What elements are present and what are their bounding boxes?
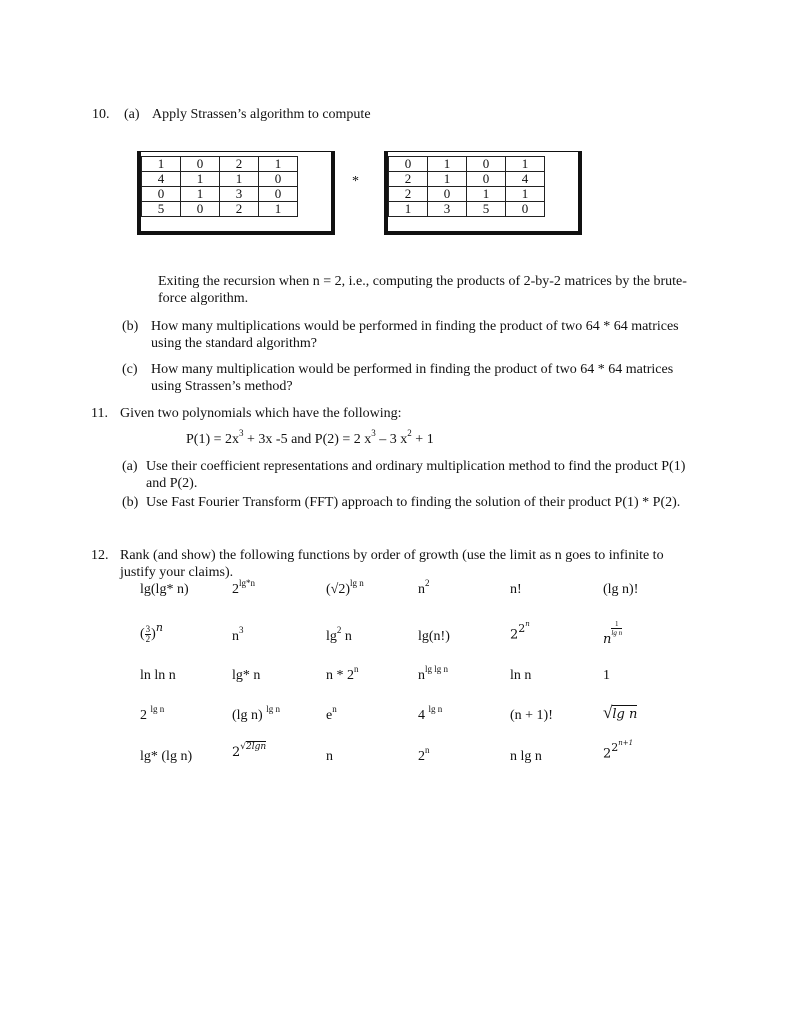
matrix-b-row — [389, 187, 545, 202]
matrix-b-row — [389, 202, 545, 217]
func-2-pow-2-pow-n-plus-1: $2^{2^{n+1}}$ — [603, 739, 634, 762]
matrix-a-cell: 0 — [181, 202, 220, 217]
q10-part-c-text: How many multiplication would be performed in finding the product of two 64 * 64 matrices using Strassen’s method? — [151, 362, 674, 394]
multiply-operator: * — [352, 174, 359, 189]
matrix-b-cell: 2 — [389, 187, 428, 202]
func-n: n — [326, 749, 333, 764]
q11-part-a-label: (a) — [122, 459, 138, 474]
q10-part-a-text: Apply Strassen’s algorithm to compute — [152, 107, 371, 122]
func-2-pow-sqrt-2lgn: $2^{√2lgn}$ — [232, 742, 267, 760]
matrix-b-cell: 1 — [428, 157, 467, 172]
q10-part-b-label: (b) — [122, 319, 139, 334]
func-n-plus-1-factorial: (n + 1)! — [510, 708, 553, 723]
matrix-a-row — [142, 172, 298, 187]
func-n-times-2-pow-n: n * 2$^n$ — [326, 664, 359, 683]
matrix-a-cell: 1 — [259, 157, 298, 172]
matrix-b-cell: 0 — [389, 157, 428, 172]
matrix-b-row — [389, 172, 545, 187]
matrix-a-cell: 1 — [220, 172, 259, 187]
func-lg-n-factorial: (lg n)! — [603, 582, 639, 597]
func-4-pow-lg-n: 4 $^{lg n}$ — [418, 704, 443, 723]
q11-intro: Given two polynomials which have the following: — [120, 406, 402, 421]
func-lg-n-factorial-inner: lg(n!) — [418, 629, 450, 644]
func-2-pow-lg-n: 2 $^{lg n}$ — [140, 704, 165, 723]
func-n-factorial: n! — [510, 582, 522, 597]
matrix-a-row — [142, 157, 298, 172]
q10-recursion-note: Exiting the recursion when n = 2, i.e., computing the products of 2-by-2 matrices by the brute-force algorithm. — [158, 274, 687, 306]
matrix-b-cell: 3 — [428, 202, 467, 217]
matrix-a-cell: 1 — [181, 187, 220, 202]
matrix-b-cell: 2 — [389, 172, 428, 187]
func-lg-squared-n: $\lg^2 n$ — [326, 625, 352, 644]
matrix-b-cell: 1 — [428, 172, 467, 187]
q10-part-a-label: (a) — [124, 107, 140, 122]
func-sqrt2-pow-lg-n: $(√2)^{lg n}$ — [326, 578, 364, 597]
func-lg-lgstar-n: lg(lg* n) — [140, 582, 189, 597]
matrix-a-cell: 5 — [142, 202, 181, 217]
matrix-b-cell: 0 — [467, 172, 506, 187]
matrix-a-cell: 0 — [142, 187, 181, 202]
matrix-b-cell: 4 — [506, 172, 545, 187]
func-ln-ln-n: ln ln n — [140, 668, 176, 683]
matrix-b-cell: 0 — [506, 202, 545, 217]
matrix-a — [141, 156, 298, 217]
q12-intro: Rank (and show) the following functions by order of growth (use the limit as n goes to infinite to justify your claims). — [120, 548, 664, 580]
matrix-b — [388, 156, 545, 217]
matrix-b-cell: 0 — [467, 157, 506, 172]
q10-number: 10. — [92, 107, 110, 122]
func-three-halves-pow-n: ( $\frac{3}{2}$ )$^n$ — [140, 621, 163, 644]
matrix-a-cell: 0 — [259, 187, 298, 202]
matrix-a-cell: 1 — [259, 202, 298, 217]
matrix-a-cell: 2 — [220, 157, 259, 172]
matrix-b-cell: 1 — [467, 187, 506, 202]
matrix-a-cell: 2 — [220, 202, 259, 217]
func-n-squared: $n^2$ — [418, 578, 430, 597]
func-e-pow-n: $e^n$ — [326, 704, 337, 723]
func-ln-n: ln n — [510, 668, 532, 683]
q12-number: 12. — [91, 548, 109, 563]
func-n-cubed: $n^3$ — [232, 625, 244, 644]
matrix-b-row — [389, 157, 545, 172]
func-one: 1 — [603, 668, 610, 683]
func-lgstar-n: lg* n — [232, 668, 261, 683]
matrix-a-cell: 0 — [259, 172, 298, 187]
q11-polynomials: $P(1) = 2x^3 + 3x$ -5 and P(2) = 2 $x^3 - 3$ $x^2 + 1$ — [186, 428, 434, 447]
q11-part-b-label: (b) — [122, 495, 139, 510]
func-lg-n-pow-lg-n: (lg n) $^{lg n}$ — [232, 704, 280, 723]
matrix-a-cell: 3 — [220, 187, 259, 202]
matrix-b-cell: 0 — [428, 187, 467, 202]
func-2-pow-lgstar-n: $2^{lg*n}$ — [232, 578, 256, 597]
q10-part-c-label: (c) — [122, 362, 138, 377]
func-n-lg-n: n lg n — [510, 749, 542, 764]
matrix-b-cell: 5 — [467, 202, 506, 217]
matrix-a-row — [142, 187, 298, 202]
matrix-a-cell: 4 — [142, 172, 181, 187]
matrix-b-cell: 1 — [506, 187, 545, 202]
func-lgstar-lg-n: lg* (lg n) — [140, 749, 193, 764]
q10-part-b-text: How many multiplications would be performed in finding the product of two 64 * 64 matrices using the standard algorithm? — [151, 319, 679, 351]
q11-number: 11. — [91, 406, 108, 421]
func-sqrt-lg-n: √lg n — [603, 703, 638, 722]
func-2-pow-2-pow-n: $2^{2^n}$ — [510, 620, 530, 643]
matrix-a-cell: 1 — [181, 172, 220, 187]
matrix-b-cell: 1 — [389, 202, 428, 217]
q11-part-b-text: Use Fast Fourier Transform (FFT) approach to finding the solution of their product P(1) * P(2). — [146, 495, 681, 510]
matrix-a-cell: 1 — [142, 157, 181, 172]
func-n-pow-lglg-n: $n^{lg lg n}$ — [418, 664, 449, 683]
func-n-pow-one-over-lg-n: n $\frac{1}{\text{lg n}}$ — [603, 620, 623, 647]
q11-part-a-text: Use their coefficient representations and ordinary multiplication method to find the product P(1) and P(2). — [146, 459, 686, 491]
matrix-b-cell: 1 — [506, 157, 545, 172]
matrix-a-row — [142, 202, 298, 217]
func-2-pow-n: 2$^n$ — [418, 745, 430, 764]
matrix-a-cell: 0 — [181, 157, 220, 172]
